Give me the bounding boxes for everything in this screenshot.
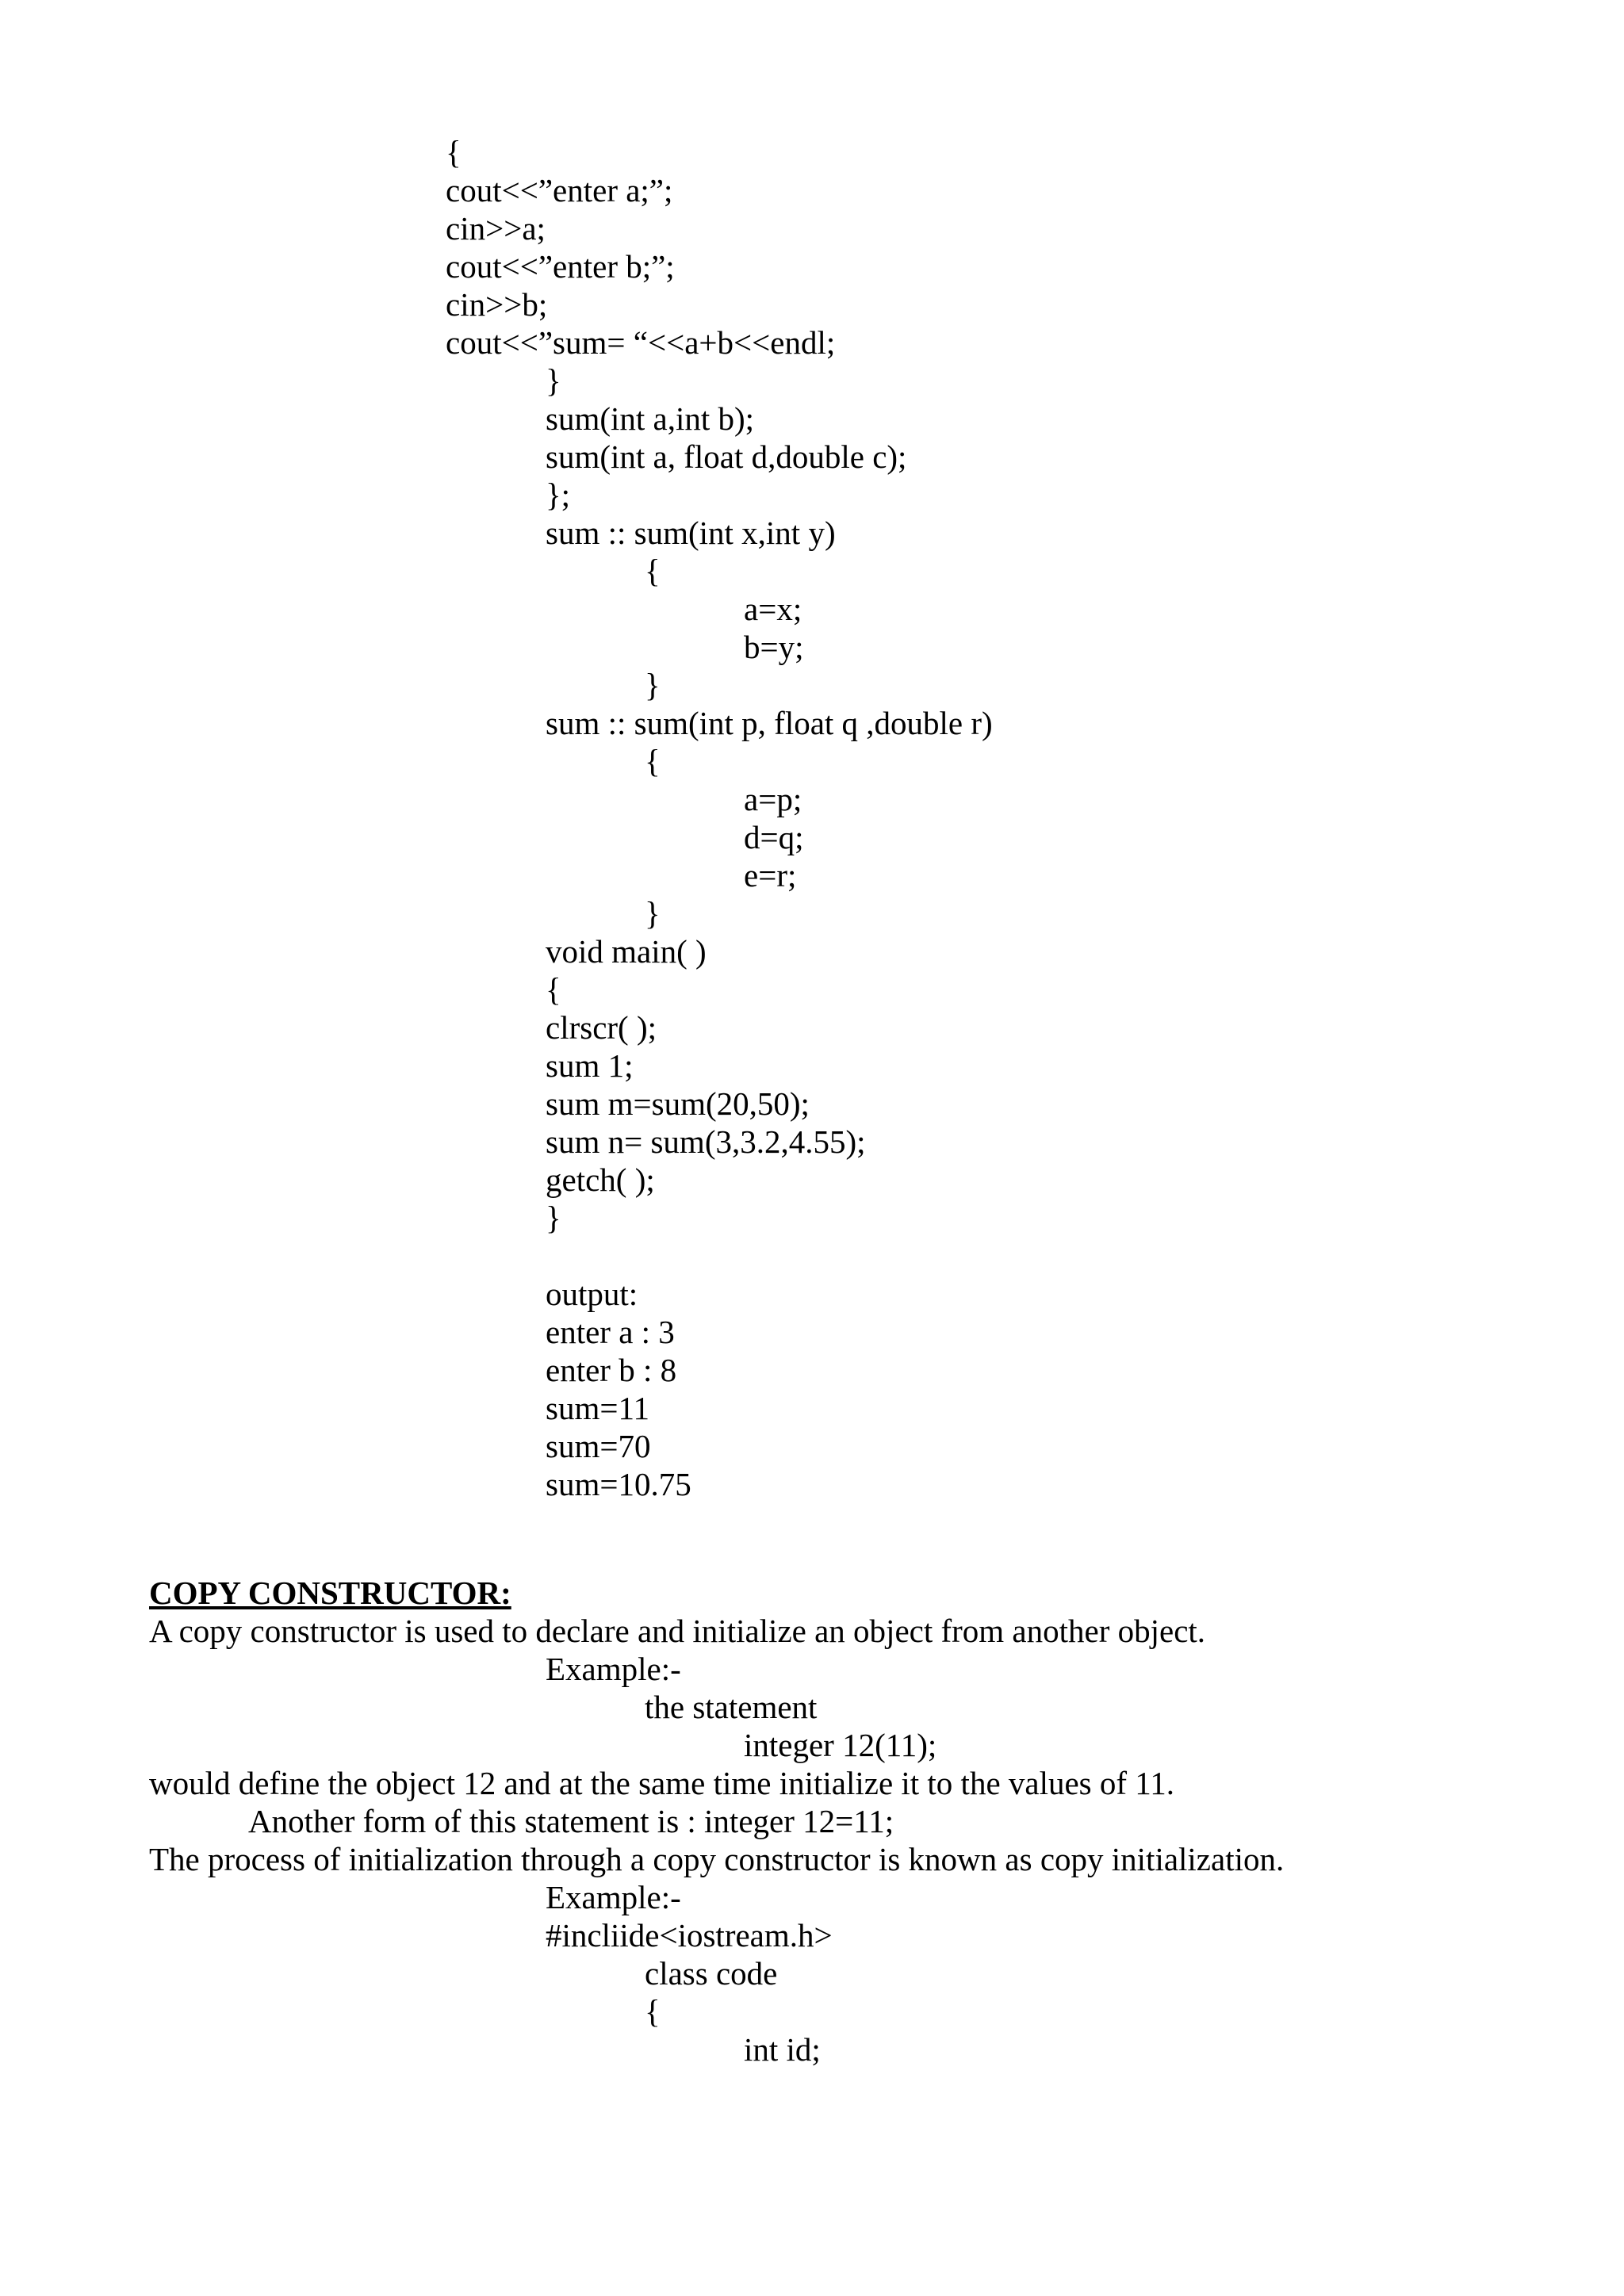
code-line: sum n= sum(3,3.2,4.55); <box>546 1123 866 1160</box>
code-line: cout<<”enter a;”; <box>446 172 673 209</box>
code-line: b=y; <box>744 629 804 665</box>
code-line: { <box>546 971 561 1008</box>
code-line: d=q; <box>744 819 804 855</box>
code-line: cin>>a; <box>446 210 546 247</box>
code-line: e=r; <box>744 857 797 894</box>
definition-text: A copy constructor is used to declare and initialize an object from another object. <box>149 1613 1206 1649</box>
process-text: The process of initialization through a copy constructor is known as copy initialization. <box>149 1841 1285 1877</box>
another-form-text: Another form of this statement is : integer 12=11; <box>248 1803 894 1839</box>
code-line: class code <box>645 1955 778 1992</box>
explanation-text: would define the object 12 and at the same time initialize it to the values of 11. <box>149 1765 1175 1801</box>
output-line: sum=70 <box>546 1428 651 1464</box>
code-line: { <box>645 1993 661 2030</box>
code-line: #incliide<iostream.h> <box>546 1917 833 1954</box>
code-line: { <box>446 134 462 170</box>
code-line: cout<<”sum= “<<a+b<<endl; <box>446 324 836 361</box>
code-line: a=x; <box>744 591 802 627</box>
code-line: } <box>546 362 561 399</box>
output-line: sum=11 <box>546 1390 649 1426</box>
code-line: sum(int a, float d,double c); <box>546 438 907 475</box>
code-line: void main( ) <box>546 933 707 970</box>
code-line: sum 1; <box>546 1047 634 1084</box>
code-line: sum :: sum(int x,int y) <box>546 515 836 551</box>
output-line: sum=10.75 <box>546 1466 691 1502</box>
code-line: getch( ); <box>546 1161 655 1198</box>
code-line: a=p; <box>744 781 802 817</box>
code-line: }; <box>546 476 571 513</box>
output-line: output: <box>546 1276 638 1312</box>
statement-label: the statement <box>645 1689 818 1725</box>
code-line: } <box>645 667 661 703</box>
output-line: enter b : 8 <box>546 1352 677 1388</box>
code-line: } <box>546 1200 561 1236</box>
code-line: int id; <box>744 2031 821 2068</box>
code-line: sum m=sum(20,50); <box>546 1085 810 1122</box>
example-label: Example:- <box>546 1651 681 1687</box>
code-line: } <box>645 895 661 932</box>
code-line: { <box>645 553 661 589</box>
code-line: clrscr( ); <box>546 1009 657 1046</box>
code-line: sum(int a,int b); <box>546 400 755 437</box>
statement-code: integer 12(11); <box>744 1727 937 1763</box>
output-line: enter a : 3 <box>546 1314 675 1350</box>
example-label: Example:- <box>546 1879 681 1915</box>
code-line: sum :: sum(int p, float q ,double r) <box>546 705 993 741</box>
code-line: cout<<”enter b;”; <box>446 248 675 285</box>
section-heading: COPY CONSTRUCTOR: <box>149 1575 511 1611</box>
code-line: { <box>645 743 661 779</box>
code-line: cin>>b; <box>446 286 548 323</box>
